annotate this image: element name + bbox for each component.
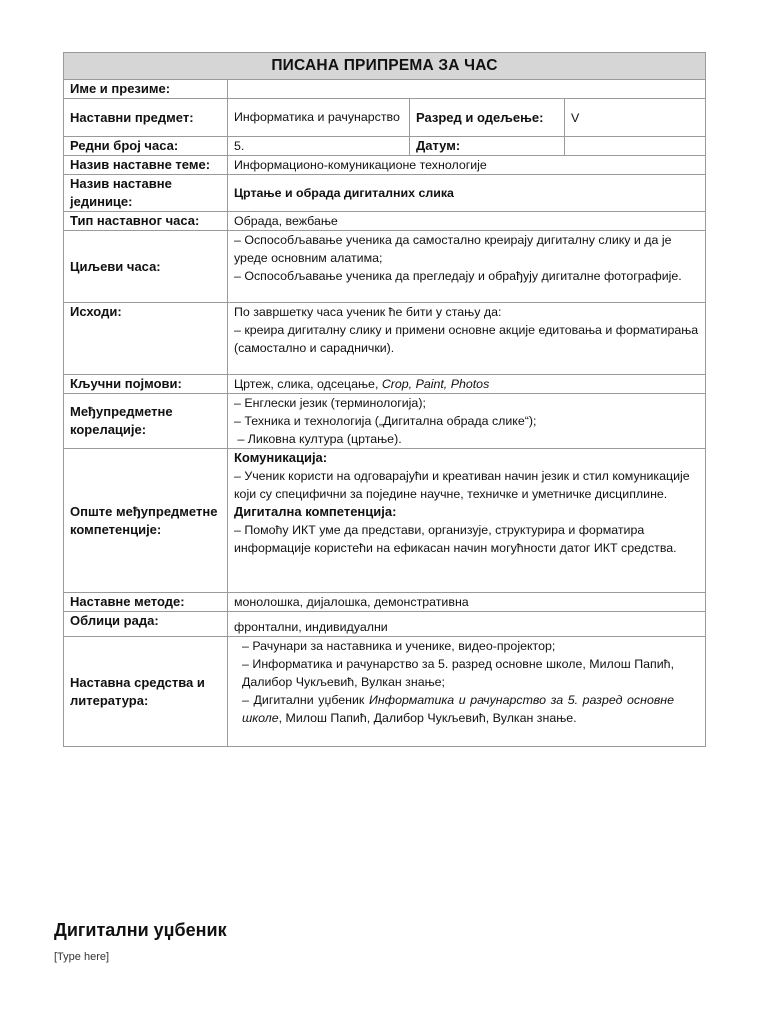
unit-label: Назив наставне јединице: (64, 175, 228, 212)
footer-placeholder[interactable]: [Type here] (54, 951, 110, 963)
grade-label: Разред и одељење: (410, 99, 565, 137)
lesson-type-label: Тип наставног часа: (64, 212, 228, 231)
topic-label: Назив наставне теме: (64, 156, 228, 175)
lesson-type-row (64, 212, 706, 231)
unit-row (64, 175, 706, 212)
subject-value: Информатика и рачунарство (228, 99, 410, 137)
competences-row (64, 449, 706, 593)
keywords-plain: Цртеж, слика, одсецање, (234, 377, 382, 391)
outcomes-row (64, 303, 706, 375)
document-title: ПИСАНА ПРИПРЕМА ЗА ЧАС (64, 53, 706, 80)
competences-label: Опште међупредметне компетенције: (64, 449, 228, 593)
material-line (242, 691, 674, 727)
outcomes-value (228, 303, 706, 375)
correlation-row (64, 394, 706, 449)
outcome-line: По завршетку часа ученик ће бити у стању да: (234, 305, 502, 319)
goal-line: – Оспособљавање ученика да самостално креирају дигиталну слику и да је уреде основним алатима; (234, 233, 672, 265)
lesson-number-label: Редни број часа: (64, 137, 228, 156)
lesson-number-value: 5. (228, 137, 410, 156)
goals-label: Циљеви часа: (64, 231, 228, 303)
methods-label: Наставне методе: (64, 593, 228, 612)
footer-title: Дигитални уџбеник (54, 920, 227, 940)
keywords-value (228, 375, 706, 394)
outcomes-label: Исходи: (64, 303, 228, 375)
topic-value: Информационо-комуникационе технологије (228, 156, 706, 175)
date-value (565, 137, 706, 156)
lesson-type-value: Обрада, вежбање (228, 212, 706, 231)
competences-value (228, 449, 706, 593)
material-digital-title: Информатика и рачунарство за 5. разред основне школе (242, 693, 675, 725)
keywords-label: Кључни појмови: (64, 375, 228, 394)
digital-competence-text: – Помоћу ИКТ уме да представи, организује, структурира и форматира информације користећи на ефикасан начин могућности датог ИКТ средства. (234, 523, 677, 555)
material-line: – Рачунари за наставника и ученике, видео-пројектор; (242, 639, 556, 653)
outcome-line: – креира дигиталну слику и примени основне акције едитовања и форматирања (самостално и сараднички). (234, 323, 699, 355)
material-line: – Информатика и рачунарство за 5. разред основне школе, Милош Папић, Далибор Чукљевић, Вулкан знање; (242, 657, 675, 689)
unit-value: Цртање и обрада дигиталних слика (228, 175, 706, 212)
correlation-line: – Техника и технологија („Дигитална обрада слике“); (234, 414, 537, 428)
name-value (228, 80, 706, 99)
name-row (64, 80, 706, 99)
subject-label: Наставни предмет: (64, 99, 228, 137)
communication-heading: Комуникација: (234, 450, 328, 465)
materials-value (228, 637, 706, 747)
forms-row (64, 612, 706, 637)
topic-row (64, 156, 706, 175)
grade-value: V (565, 99, 706, 137)
goals-value (228, 231, 706, 303)
correlation-line: – Ликовна култура (цртање). (234, 432, 402, 446)
keywords-italic: Crop, Paint, Photos (381, 377, 490, 391)
name-label: Име и презиме: (64, 80, 228, 99)
keywords-row (64, 375, 706, 394)
materials-row (64, 637, 706, 747)
goals-row (64, 231, 706, 303)
forms-value: фронтални, индивидуални (228, 612, 706, 637)
title-row (64, 53, 706, 80)
methods-row (64, 593, 706, 612)
correlation-line: – Енглески језик (терминологија); (234, 396, 426, 410)
methods-value: монолошка, дијалошка, демонстративна (228, 593, 706, 612)
lesson-plan-table (63, 52, 706, 747)
material-digital-suffix: , Милош Папић, Далибор Чукљевић, Вулкан знање. (278, 711, 577, 725)
date-label: Датум: (410, 137, 565, 156)
goal-line: – Оспособљавање ученика да прегледају и обрађују дигиталне фотографије. (234, 269, 682, 283)
digital-competence-heading: Дигитална компетенција: (234, 504, 397, 519)
forms-label: Облици рада: (64, 612, 228, 637)
communication-text: – Ученик користи на одговарајући и креативан начин језик и стил комуникације који су специфични за поједине научне, техничке и уметничке дисциплине. (234, 469, 690, 501)
materials-label: Наставна средства и литература: (64, 637, 228, 747)
lesson-number-row (64, 137, 706, 156)
material-digital-prefix: – Дигитални уџбеник (242, 693, 369, 707)
subject-row (64, 99, 706, 137)
correlation-value (228, 394, 706, 449)
correlation-label: Међупредметне корелације: (64, 394, 228, 449)
